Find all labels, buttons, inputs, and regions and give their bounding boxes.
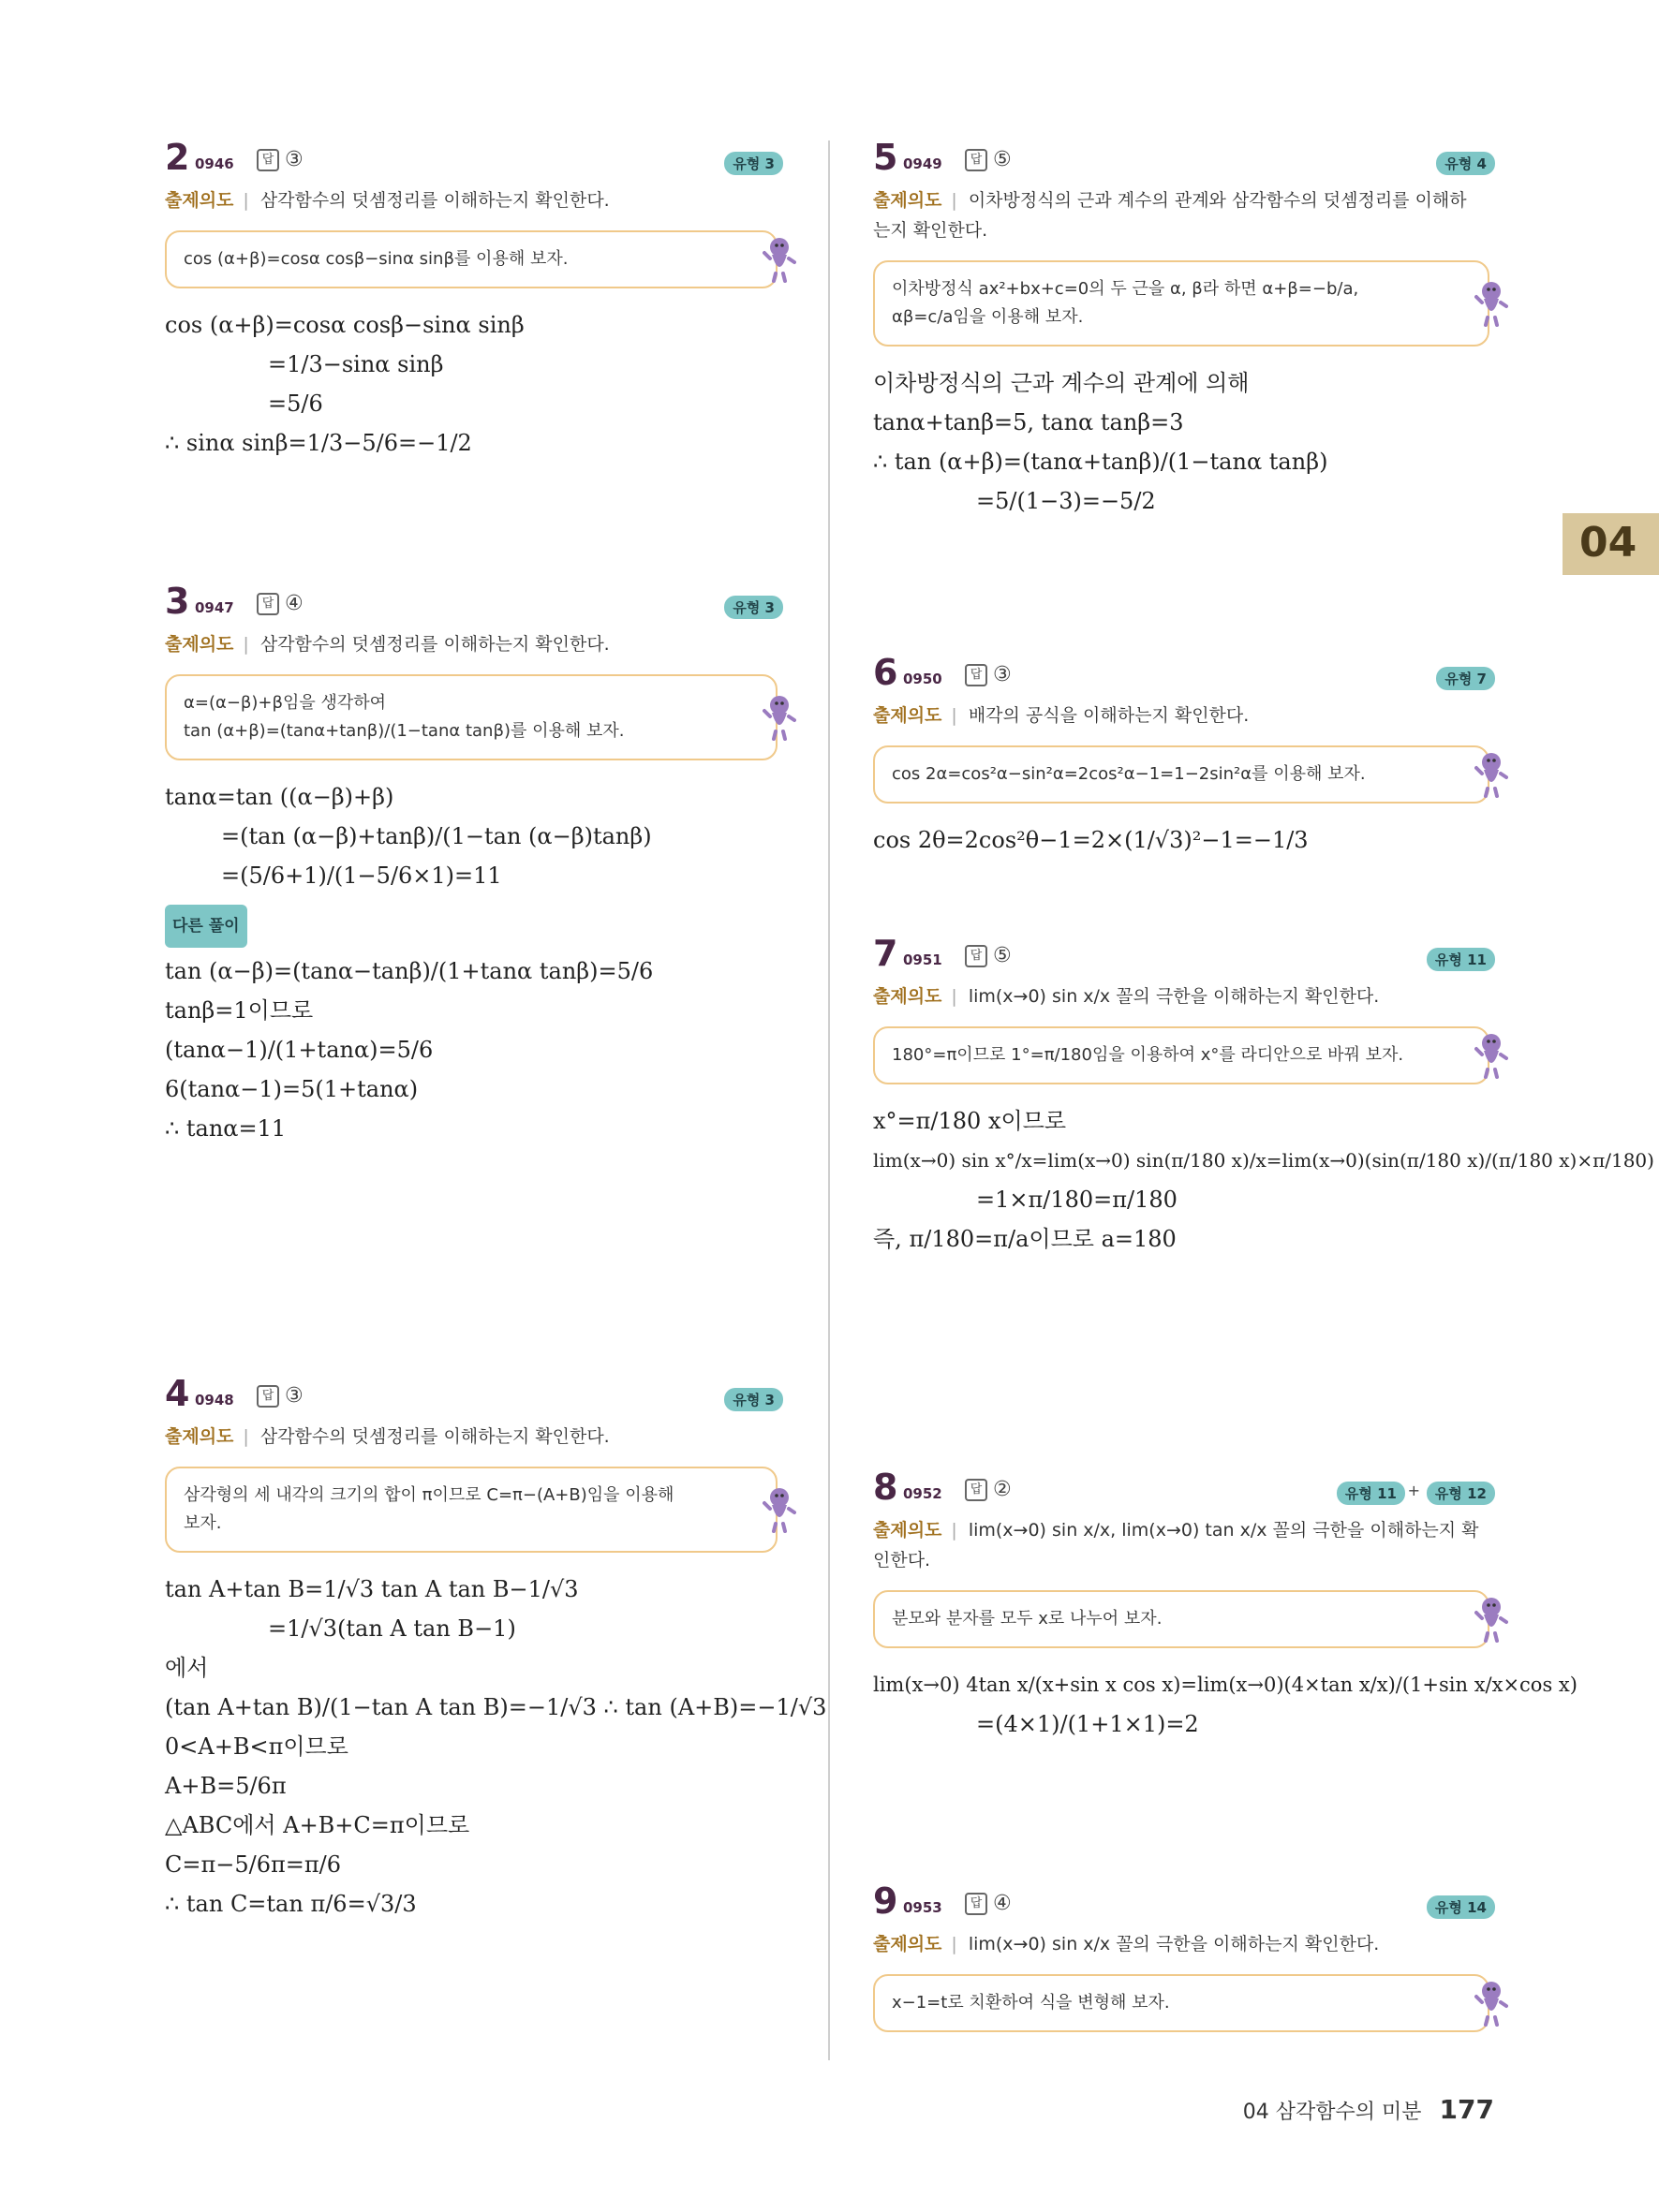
answer-icon: 답 — [257, 1385, 279, 1408]
type-badge: 유형 7 — [1436, 667, 1495, 690]
answer-icon: 답 — [965, 149, 987, 171]
problem-8 — [873, 1467, 1578, 1744]
problem-9 — [873, 1880, 1495, 2049]
mascot-icon — [1474, 280, 1508, 327]
answer-value: ④ — [285, 592, 304, 615]
answer-value: ⑤ — [993, 944, 1012, 967]
solution-line: 0<A+B<π이므로 — [165, 1733, 348, 1760]
problem-code: 0950 — [903, 671, 942, 687]
solution — [165, 305, 783, 463]
solution-line: C=π−5/6π=π/6 — [165, 1851, 341, 1878]
hint-box — [873, 1974, 1489, 2032]
solution — [873, 1101, 1654, 1259]
solution — [165, 1570, 827, 1924]
answer-icon: 답 — [965, 1893, 987, 1915]
hint-box — [165, 1467, 778, 1553]
type-badge: 유형 11 — [1427, 948, 1495, 971]
answer-label — [965, 1478, 1012, 1501]
intent-text-cont: 는지 확인한다. — [873, 220, 988, 241]
answer-label — [965, 1892, 1012, 1915]
solution-line: cos (α+β)=cosα cosβ−sinα sinβ — [165, 312, 525, 338]
solution-line: =(tan (α−β)+tanβ)/(1−tan (α−β)tanβ) — [221, 823, 652, 849]
column-divider — [828, 140, 830, 2060]
answer-icon: 답 — [965, 664, 987, 686]
intent-line: 출제의도 | 삼각함수의 덧셈정리를 이해하는지 확인한다. — [165, 190, 610, 211]
solution-line: 에서 — [165, 1655, 209, 1681]
hint-box — [873, 1590, 1489, 1648]
problem-code: 0949 — [903, 155, 942, 172]
intent-label: 출제의도 — [873, 190, 942, 211]
problem-number: 5 — [873, 137, 898, 178]
alt-solution-line: 6(tanα−1)=5(1+tanα) — [165, 1076, 419, 1102]
solution-line: ∴ tan (α+β)=(tanα+tanβ)/(1−tanα tanβ) — [873, 449, 1328, 475]
mascot-icon — [1474, 1980, 1508, 2027]
chapter-side-tab[interactable] — [1563, 513, 1659, 575]
problem-2 — [165, 137, 783, 463]
solution-line: tanα=tan ((α−β)+β) — [165, 784, 394, 810]
hint-text: tan (α+β)=(tanα+tanβ)/(1−tanα tanβ)를 이용해 보자. — [184, 721, 625, 741]
solution — [873, 820, 1495, 860]
solution-line: =1/√3(tan A tan B−1) — [268, 1615, 516, 1642]
solution-line: x°=π/180 x이므로 — [873, 1108, 1067, 1134]
problem-header: 8 0952 답 ② 유형 11 + 유형 12 — [873, 1470, 1495, 1512]
hint-text: cos (α+β)=cosα cosβ−sinα sinβ를 이용해 보자. — [184, 249, 569, 269]
answer-label — [965, 148, 1012, 171]
answer-value: ⑤ — [993, 148, 1012, 171]
solution-line: 이차방정식의 근과 계수의 관계에 의해 — [873, 370, 1250, 396]
mascot-icon — [763, 1486, 796, 1533]
intent-line: 출제의도 | 이차방정식의 근과 계수의 관계와 삼각함수의 덧셈정리를 이해하 는지 확인한다. — [873, 190, 1467, 241]
problem-number: 6 — [873, 652, 898, 693]
solution-line: =5/(1−3)=−5/2 — [976, 488, 1156, 514]
problem-7 — [873, 933, 1654, 1259]
problem-header — [873, 137, 1495, 182]
hint-text: 이차방정식 ax²+bx+c=0의 두 근을 α, β라 하면 α+β=−b/a, — [892, 279, 1359, 299]
answer-icon: 답 — [965, 1479, 987, 1501]
hint-text: α=(α−β)+β임을 생각하여 — [184, 693, 387, 713]
intent-label: 출제의도 — [873, 705, 942, 726]
answer-label — [257, 148, 304, 171]
solution-line: cos 2θ=2cos²θ−1=2×(1/√3)²−1=−1/3 — [873, 827, 1309, 853]
answer-value: ③ — [285, 148, 304, 171]
intent-label: 출제의도 — [873, 986, 942, 1007]
problem-code: 0953 — [903, 1899, 942, 1916]
problem-header — [165, 1373, 783, 1418]
intent-label: 출제의도 — [873, 1520, 942, 1541]
hint-text: 분모와 분자를 모두 x로 나누어 보자. — [892, 1609, 1163, 1629]
solution-line: (tan A+tan B)/(1−tan A tan B)=−1/√3 ∴ tan (A+B)=−1/√3 — [165, 1694, 827, 1720]
answer-value: ③ — [993, 663, 1012, 686]
solution — [165, 777, 783, 1148]
answer-label — [257, 1384, 304, 1408]
solution-line: lim(x→0) 4tan x/(x+sin x cos x)=lim(x→0)(4×tan x/x)/(1+sin x/x×cos x) — [873, 1674, 1578, 1696]
intent-line: 출제의도 | 배각의 공식을 이해하는지 확인한다. — [873, 705, 1250, 726]
answer-label — [965, 944, 1012, 967]
problem-number: 8 — [873, 1467, 898, 1508]
page-number: 177 — [1439, 2094, 1494, 2125]
solution-line: =1×π/180=π/180 — [976, 1187, 1178, 1213]
hint-box — [873, 260, 1489, 347]
problem-code: 0951 — [903, 951, 942, 968]
intent-text: 삼각함수의 덧셈정리를 이해하는지 확인한다. — [259, 634, 610, 655]
problem-5 — [873, 137, 1495, 521]
problem-header — [165, 581, 783, 626]
alt-solution-line: tanβ=1이므로 — [165, 997, 314, 1024]
hint-box — [873, 1026, 1489, 1084]
answer-icon: 답 — [257, 593, 279, 615]
problem-number: 2 — [165, 137, 190, 178]
hint-text: 보자. — [184, 1513, 222, 1533]
solution-line: tanα+tanβ=5, tanα tanβ=3 — [873, 409, 1184, 435]
problem-header — [873, 933, 1495, 978]
intent-text: lim(x→0) sin x/x 꼴의 극한을 이해하는지 확인한다. — [968, 1934, 1380, 1954]
problem-number: 7 — [873, 933, 898, 974]
answer-icon: 답 — [965, 945, 987, 967]
intent-label: 출제의도 — [165, 634, 234, 655]
intent-line: 출제의도 | 삼각함수의 덧셈정리를 이해하는지 확인한다. — [165, 634, 610, 655]
type-badge: 유형 4 — [1436, 152, 1495, 175]
solution-line: tan A+tan B=1/√3 tan A tan B−1/√3 — [165, 1576, 579, 1602]
hint-box — [165, 230, 778, 288]
solution-line: lim(x→0) sin x°/x=lim(x→0) sin(π/180 x)/x=lim(x→0)(sin(π/180 x)/(π/180 x)×π/180) — [873, 1149, 1654, 1172]
chapter-side-tab-label: 04 — [1579, 519, 1637, 567]
hint-text: 180°=π이므로 1°=π/180임을 이용하여 x°를 라디안으로 바꿔 보자. — [892, 1045, 1404, 1065]
answer-value: ④ — [993, 1892, 1012, 1915]
solution-line: =5/6 — [268, 391, 323, 417]
intent-text: lim(x→0) sin x/x, lim(x→0) tan x/x 꼴의 극한을 이해하는지 확인한다. — [873, 1520, 1479, 1571]
type-badge: 유형 3 — [724, 1388, 783, 1411]
solution-line: ∴ tan C=tan π/6=√3/3 — [165, 1891, 417, 1917]
intent-label: 출제의도 — [165, 190, 234, 211]
intent-text: 배각의 공식을 이해하는지 확인한다. — [968, 705, 1250, 726]
solution-line: A+B=5/6π — [165, 1773, 287, 1799]
hint-box — [165, 674, 778, 760]
problem-4 — [165, 1373, 827, 1924]
intent-line: 출제의도 | lim(x→0) sin x/x 꼴의 극한을 이해하는지 확인한다. — [873, 986, 1380, 1007]
hint-text: cos 2α=cos²α−sin²α=2cos²α−1=1−2sin²α를 이용해 보자. — [892, 764, 1366, 784]
hint-text: 삼각형의 세 내각의 크기의 합이 π이므로 C=π−(A+B)임을 이용해 — [184, 1485, 674, 1505]
problem-header — [165, 137, 783, 182]
solution-line: 즉, π/180=π/a이므로 a=180 — [873, 1226, 1177, 1252]
problem-header — [873, 652, 1495, 697]
answer-label — [257, 592, 304, 615]
answer-label — [965, 663, 1012, 686]
type-badge: 유형 3 — [724, 152, 783, 175]
problem-number: 4 — [165, 1373, 190, 1414]
solution — [873, 1665, 1578, 1744]
solution — [873, 363, 1495, 521]
hint-text: αβ=c/a임을 이용해 보자. — [892, 307, 1084, 327]
problem-header — [873, 1880, 1495, 1925]
intent-line: 출제의도 | lim(x→0) sin x/x 꼴의 극한을 이해하는지 확인한다. — [873, 1934, 1380, 1954]
solution-line: ∴ sinα sinβ=1/3−5/6=−1/2 — [165, 430, 472, 456]
problem-number: 3 — [165, 581, 190, 622]
problem-code: 0947 — [195, 599, 234, 616]
problem-6 — [873, 652, 1495, 860]
answer-value: ③ — [285, 1384, 304, 1408]
intent-label: 출제의도 — [873, 1934, 942, 1954]
mascot-icon — [1474, 1032, 1508, 1079]
intent-line: 출제의도 | 삼각함수의 덧셈정리를 이해하는지 확인한다. — [165, 1426, 610, 1447]
type-badge: 유형 11 — [1337, 1482, 1405, 1505]
solution-line: =(4×1)/(1+1×1)=2 — [976, 1711, 1199, 1737]
hint-box — [873, 745, 1489, 804]
intent-text: 이차방정식의 근과 계수의 관계와 삼각함수의 덧셈정리를 이해하 — [968, 190, 1467, 211]
answer-icon: 답 — [257, 149, 279, 171]
mascot-icon — [763, 694, 796, 741]
intent-text: 삼각함수의 덧셈정리를 이해하는지 확인한다. — [259, 190, 610, 211]
answer-value: ② — [993, 1478, 1012, 1501]
alt-solution-line: (tanα−1)/(1+tanα)=5/6 — [165, 1037, 434, 1063]
problem-code: 0948 — [195, 1392, 234, 1408]
hint-text: x−1=t로 치환하여 식을 변형해 보자. — [892, 1993, 1170, 2013]
solution-line: △ABC에서 A+B+C=π이므로 — [165, 1812, 470, 1838]
problem-number: 9 — [873, 1880, 898, 1922]
solution-line: =(5/6+1)/(1−5/6×1)=11 — [221, 863, 502, 889]
intent-line: 출제의도 | lim(x→0) sin x/x, lim(x→0) tan x/x 꼴의 극한을 이해하는지 확인한다. — [873, 1520, 1479, 1571]
type-badge: 유형 14 — [1427, 1895, 1495, 1919]
alt-solution-line: tan (α−β)=(tanα−tanβ)/(1+tanα tanβ)=5/6 — [165, 958, 654, 984]
solution-line: =1/3−sinα sinβ — [268, 351, 444, 377]
type-badge-2: 유형 12 — [1427, 1482, 1495, 1505]
mascot-icon — [1474, 1596, 1508, 1643]
type-badge: 유형 3 — [724, 596, 783, 619]
problem-3 — [165, 581, 783, 1148]
intent-text: 삼각함수의 덧셈정리를 이해하는지 확인한다. — [259, 1426, 610, 1447]
page-footer — [1243, 2094, 1494, 2125]
alternate-solution-badge: 다른 풀이 — [165, 905, 247, 948]
problem-code: 0946 — [195, 155, 234, 172]
intent-text: lim(x→0) sin x/x 꼴의 극한을 이해하는지 확인한다. — [968, 986, 1380, 1007]
intent-label: 출제의도 — [165, 1426, 234, 1447]
mascot-icon — [763, 236, 796, 283]
mascot-icon — [1474, 751, 1508, 798]
alt-solution-line: ∴ tanα=11 — [165, 1115, 287, 1142]
problem-code: 0952 — [903, 1485, 942, 1502]
footer-chapter: 04 삼각함수의 미분 — [1242, 2101, 1422, 2124]
